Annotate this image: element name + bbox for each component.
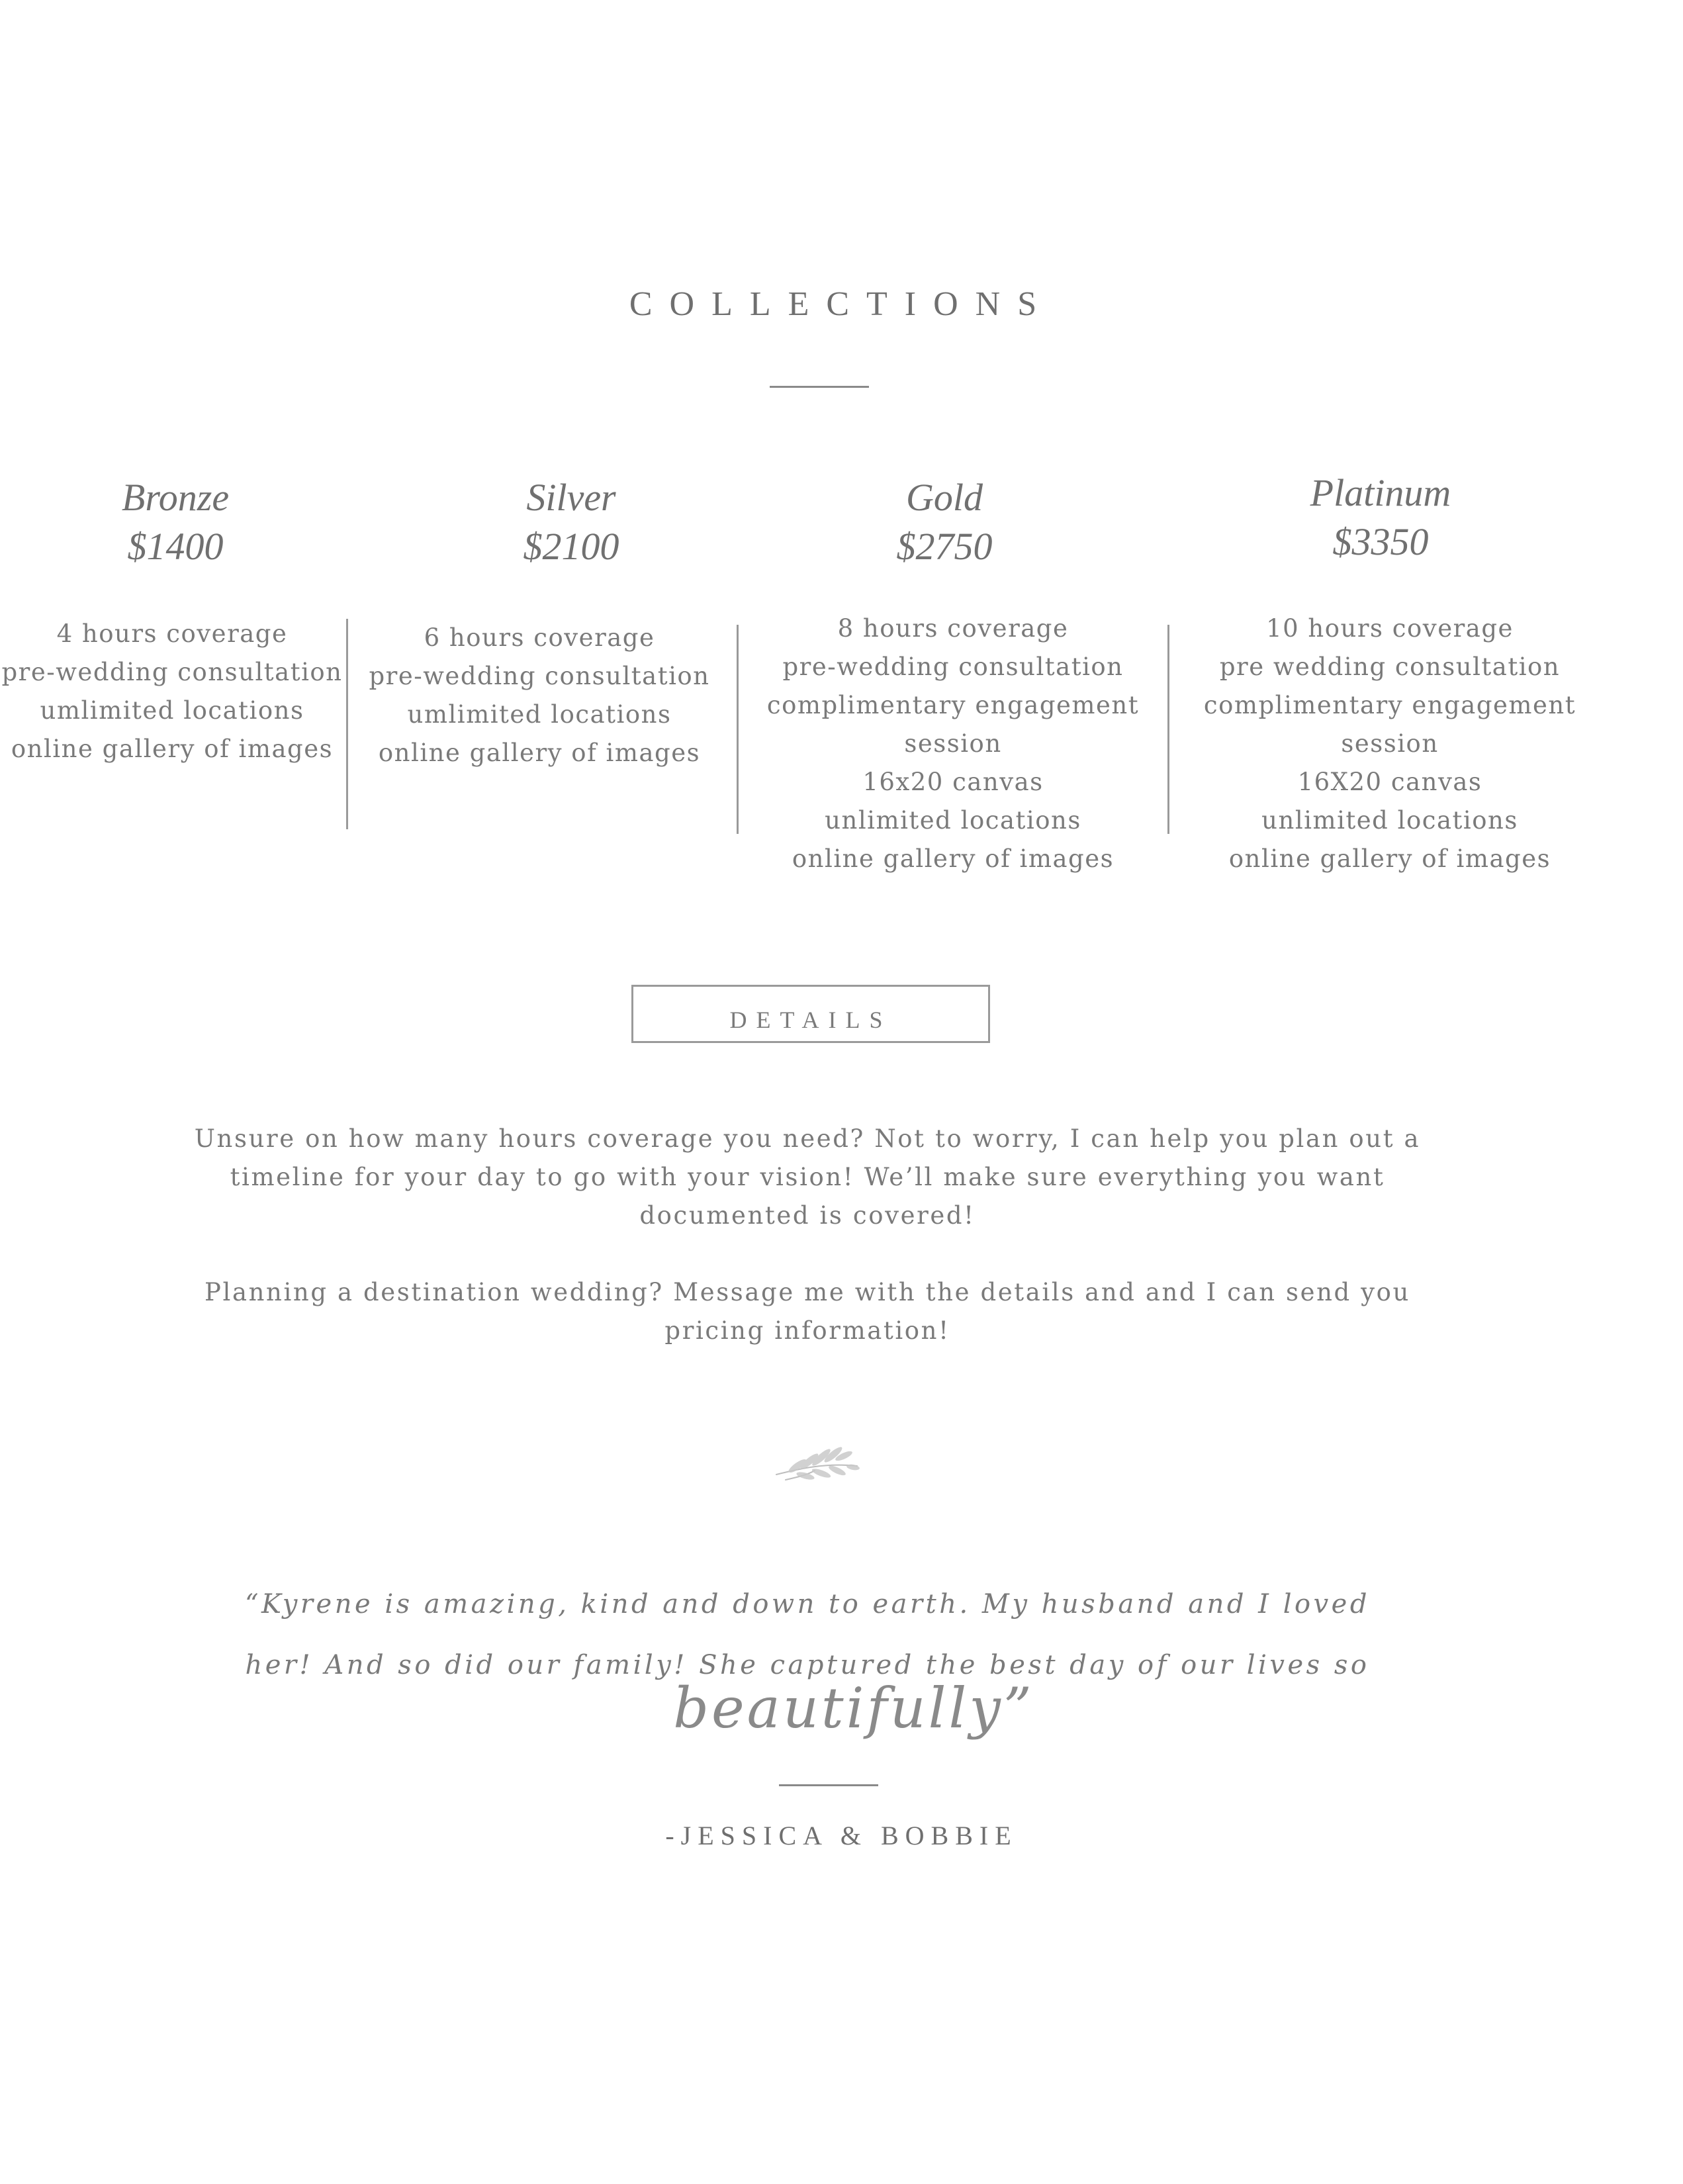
page-title: COLLECTIONS [629,285,1054,323]
package-silver-features [367,619,711,772]
column-divider [737,625,739,834]
paragraph-line: pricing information! [664,1316,950,1345]
feature-item: 6 hours coverage [424,623,655,652]
feature-item: pre-wedding consultation [782,653,1124,681]
feature-item: pre wedding consultation [1219,653,1561,681]
paragraph-line: timeline for your day to go with your vision! We’ll make sure everything you want [230,1163,1385,1191]
feature-item: 16x20 canvas [862,768,1044,796]
package-name: Gold [906,476,983,519]
testimonial-script-word [649,1671,1059,1770]
feature-item: umlimited locations [40,696,304,725]
feature-item: 8 hours coverage [837,614,1069,643]
package-platinum-features [1185,610,1595,878]
package-bronze-features [0,615,344,768]
package-name: Bronze [121,476,230,519]
feature-item: unlimited locations [825,806,1081,835]
testimonial-signature: -JESSICA & BOBBIE [665,1821,1018,1850]
column-divider [346,619,348,829]
package-gold-header [792,473,1097,571]
feature-item: 16X20 canvas [1297,768,1482,796]
paragraph-line: documented is covered! [639,1201,976,1230]
feature-item: 4 hours coverage [56,619,288,648]
package-name: Platinum [1310,471,1451,514]
column-divider [1167,625,1169,834]
quote-line: “Kyrene is amazing, kind and down to earth. My husband and I loved [245,1589,1370,1619]
package-bronze-header [23,473,328,571]
feature-item: session [1341,729,1439,758]
package-gold-features [748,610,1158,878]
package-name: Silver [526,476,616,519]
feature-item: session [904,729,1002,758]
feature-item: complimentary engagement [1203,691,1576,719]
feature-item: pre-wedding consultation [1,658,343,686]
feature-item: online gallery of images [378,739,701,767]
package-price: $2100 [523,525,619,568]
details-paragraph-destination [132,1273,1482,1350]
paragraph-line: Unsure on how many hours coverage you need? Not to worry, I can help you plan out a [194,1124,1421,1153]
leaf-sprig-icon [771,1436,864,1486]
signature-divider [779,1784,878,1786]
details-paragraph-coverage [132,1120,1482,1235]
feature-item: online gallery of images [792,844,1114,873]
package-price: $3350 [1332,520,1429,563]
feature-item: complimentary engagement [766,691,1140,719]
feature-item: pre-wedding consultation [369,662,710,690]
title-divider [770,386,869,388]
package-price: $1400 [127,525,224,568]
package-silver-header [419,473,723,571]
feature-item: unlimited locations [1261,806,1518,835]
feature-item: umlimited locations [407,700,672,729]
package-price: $2750 [896,525,993,568]
feature-item: 10 hours coverage [1266,614,1514,643]
package-platinum-header [1228,469,1533,567]
script-word-text: beautifully” [673,1676,1034,1741]
feature-item: online gallery of images [11,735,334,763]
quote-line: her! And so did our family! She captured the best day of our lives so [245,1650,1370,1680]
details-button[interactable]: DETAILS [631,985,990,1043]
feature-item: online gallery of images [1228,844,1551,873]
paragraph-line: Planning a destination wedding? Message me with the details and and I can send you [205,1278,1410,1306]
